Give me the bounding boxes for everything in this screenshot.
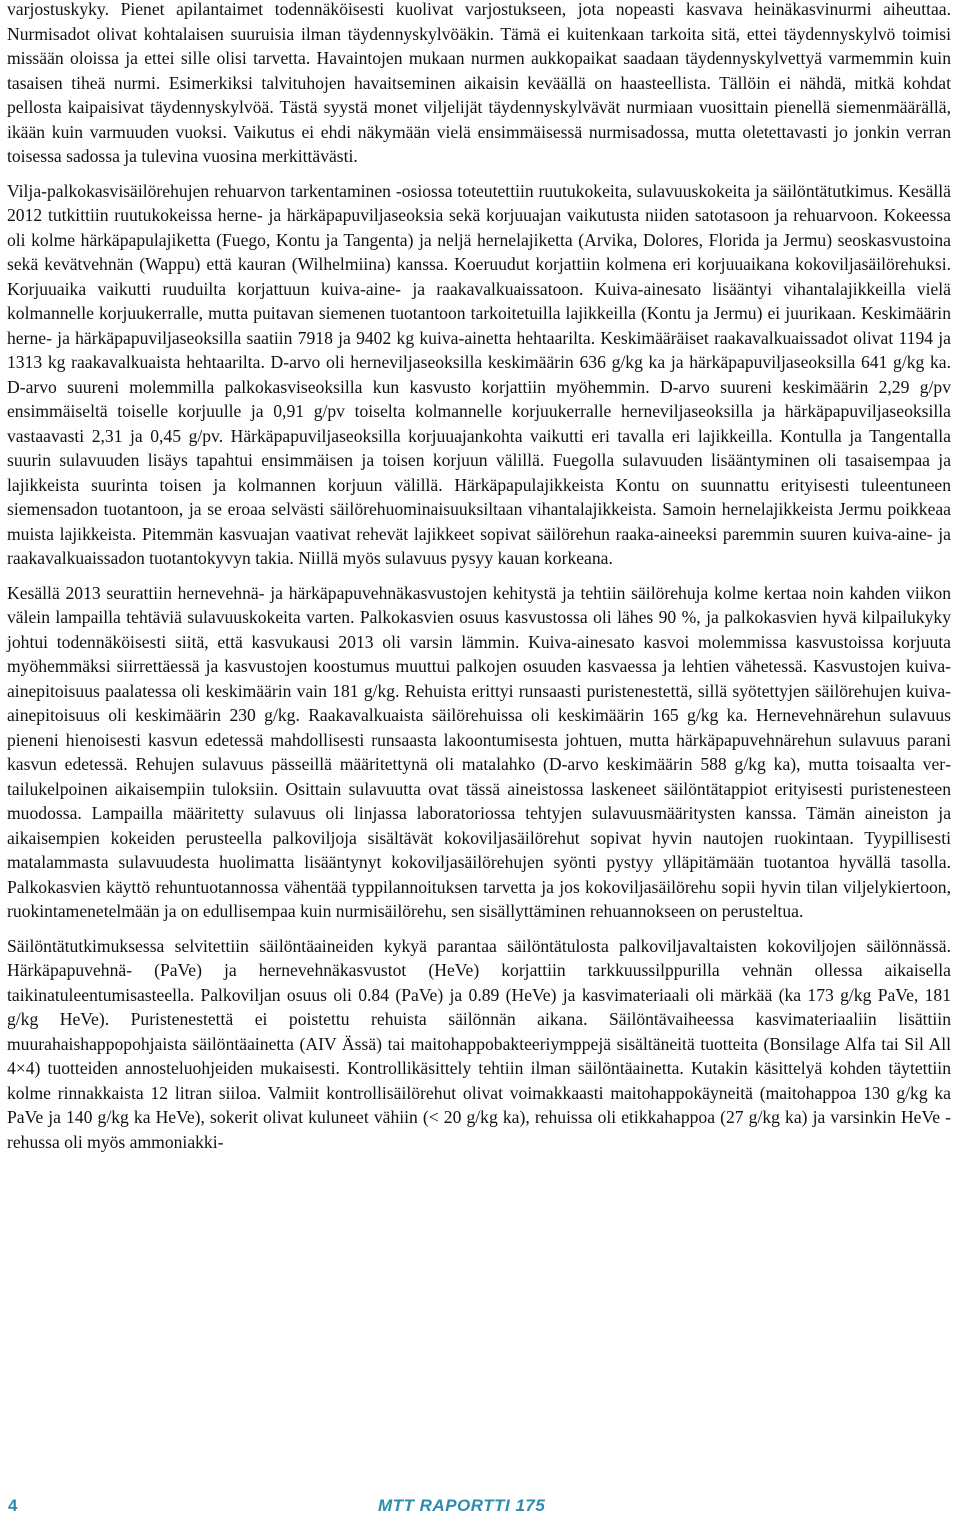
paragraph-overseeding-findings: varjostuskyky. Pienet apilantaimet todennäköisesti kuolivat varjostukseen, jota nopeasti kasvava heinäkasvinurmi aiheuttaa. Nurmisadot olivat kohtalaisen suuruisia ilman täydennyskylvöäkin. Tämä ei kuitenkaan tarkoita sitä, ettei täydennyskylvö toimisi missään oloissa ja ettei sille olisi tarvetta. Havaintojen mukaan nurmen aukkopaikat saadaan täydennyskylvettyä varmemmin kuin tasaisen tiheä nurmi. Esimerkiksi talvituhojen havaitseminen aikaisin keväällä on haasteellista. Tällöin ei nähdä, mitkä kohdat pellosta kaipaisivat täydennyskylvöä. Tästä syystä monet viljelijät täydennyskylvävät nurmiaan vuosittain pienellä siemenmäärällä, ikään kuin varmuuden vuoksi. Vaikutus ei ehdi näkymään vielä ensimmäisessä nurmisadossa, mutta oletettavasti jo jonkin verran toisessa sadossa ja tulevina vuosina merkittävästi.	[7, 0, 951, 166]
document-body	[7, 0, 951, 1164]
paragraph-silage-plot-trials: Vilja-palkokasvisäilörehujen rehuarvon tarkentaminen -osiossa toteutettiin ruutukokeita, sulavuuskokeita ja säilöntätutkimus. Kesällä 2012 tutkittiin ruutukokeissa herne- ja härkäpapuviljaseoksia sekä korjuuajan vaikutusta niiden satotasoon ja rehuarvoon. Kokeessa oli kolme härkäpapulajiketta (Fuego, Kontu ja Tangenta) ja neljä hernelajiketta (Arvika, Dolores, Florida ja Jermu) seoskasvustoina sekä kevätvehnän (Wappu) että kauran (Wilhelmiina) kanssa. Koeruudut korjattiin kolmena eri korjuuaikana kokoviljasäilörehuksi. Korjuuaika vaikutti ruuduilta korjattuun kuiva-aine- ja raakavalkuaissatoon. Kuiva-ainesato lisääntyi vihantalajikkeilla vielä kolmannelle korjuukerralle, mutta puitavan siemenen tuotantoon tarkoitetuilla lajikkeilla (Kontu ja Jermu) ei juurikaan. Keskimäärin herne- ja härkäpapuviljaseoksilla saatiin 7918 ja 9402 kg kuiva-ainetta hehtaarilta. Keskimääräiset raakavalkuaissadot olivat 1194 ja 1313 kg raakavalkuaista hehtaarilta. D-arvo oli herneviljaseoksilla keskimäärin 636 g/kg ka ja härkäpapuviljaseoksilla 641 g/kg ka. D-arvo suureni molemmilla palkokasviseoksilla kun kasvusto korjattiin myöhemmin. D-arvo suureni keskimäärin 2,29 g/pv ensimmäiseltä toiselle korjuulle ja 0,91 g/pv toiselta kolmannelle korjuukerralle herneviljaseoksilla ja härkäpapuviljaseoksilla vastaavasti 2,31 ja 0,45 g/pv. Härkäpapuviljaseoksilla korjuuajankohta vaikutti eri tavalla eri lajikkeilla. Kontulla ja Tangentalla suurin sulavuuden lisäys tapahtui ensimmäisen ja toisen korjuun välillä. Fuegolla sulavuuden lisääntyminen oli tasaisempaa ja lajikkeista suurinta toisen ja kolmannen korjuun välillä. Härkäpapulajikkeista Kontu on suunnattu erityisesti tuleentuneen siemensadon tuotantoon, ja se eroaa selvästi säilörehuominaisuuksiltaan vihantalajikkeista. Samoin hernelajikkeista Jermu poikkeaa muista lajikkeista. Pitemmän kasvuajan vaativat rehevät lajikkeet sopivat säilörehun raaka-aineeksi paremmin suuren kuiva-aine- ja raakavalkuaissadon tuotantokyvyn takia. Niillä myös sulavuus pysyy kauan korkeana.	[7, 180, 951, 568]
paragraph-ensiling-study: Säilöntätutkimuksessa selvitettiin säilöntäaineiden kykyä parantaa säilöntätulosta palkoviljavaltaisten kokoviljojen säilönnässä. Härkäpapuvehnä- (PaVe) ja hernevehnäkasvustot (HeVe) korjattiin tarkkuussilppurilla vehnän ollessa aikaisella taikinatuleentumisasteella. Palkoviljan osuus oli 0.84 (PaVe) ja 0.89 (HeVe) ja kasvimateriaali oli märkää (ka 173 g/kg PaVe, 181 g/kg HeVe). Puristenestettä ei poistettu rehuista säilönnän aikana. Säilöntävaiheessa kasvimateriaaliin lisättiin muurahaishappopohjaista säilöntäainetta (AIV Ässä) tai maitohappobakteeriymppejä sisältäneitä tuotteita (Bonsilage Alfa tai Sil All 4×4) tuotteiden annosteluohjeiden mukaisesti. Kontrollikäsittely tehtiin ilman säilöntäainetta. Kutakin käsittelyä kohden täytettiin kolme rinnakkaista 12 litran siiloa. Valmiit kontrollisäilörehut olivat voimakkaasti maitohappokäyneitä (maitohappoa 130 g/kg ka PaVe ja 140 g/kg ka HeVe), sokerit olivat kuluneet vähiin (< 20 g/kg ka), rehuissa oli etikkahappoa (27 g/kg ka) ja varsinkin HeVe -rehussa oli myös ammoniakki-	[7, 935, 951, 1152]
report-series-name: MTT RAPORTTI 175	[378, 1496, 546, 1515]
page-number: 4	[8, 1496, 18, 1515]
page-footer	[0, 1494, 960, 1522]
paragraph-digestibility-trials-2013: Kesällä 2013 seurattiin hernevehnä- ja härkäpapuvehnäkasvustojen kehitystä ja tehtiin säilörehuja kolme kertaa noin kahden viikon välein lampailla tehtäviä sulavuuskokeita varten. Palkokasvien osuus kasvustossa oli lähes 90 %, ja palkokasvien hyvä kilpailukyky johtui todennäköisesti siitä, että kasvukausi 2013 oli varsin lämmin. Kuiva-ainesato kasvoi molemmissa kasvustoissa korjuuta myöhemmäksi siirrettäessä ja kasvustojen koostumus muuttui palkojen osuuden kasvaessa ja lehtien vähetessä. Kasvustojen kuivaainepitoisuus paalatessa oli keskimäärin vain 181 g/kg. Rehuista erittyi runsaasti puristenestettä, sillä syötettyjen säilörehujen kuiva-ainepitoisuus oli keskimäärin 230 g/kg. Raakavalkuaista säilörehuissa oli keskimäärin 165 g/kg ka. Hernevehnärehun sulavuus pieneni hienoisesti kasvun edetessä mahdollisesti runsaasta lakoontumisesta johtuen, mutta härkäpapuvehnärehun sulavuus parani kasvun edetessä. Rehujen sulavuus pässeillä määritettynä oli matalahko (D-arvo keskimäärin 588 g/kg ka), mutta toisaalta vertailukelpoinen aikaisempiin tuloksiin. Osittain sulavuutta ovat tässä aineistossa laskeneet säilöntätappiot erityisesti puristenesteen muodossa. Lampailla määritetty sulavuus oli linjassa laboratoriossa tehtyjen sulavuusmääritysten kanssa. Tämän aineiston ja aikaisempien kokeiden perusteella palkoviljoja sisältävät kokoviljasäilörehut sopivat hyvin nautojen ruokintaan. Tyypillisesti matalammasta sulavuudesta huolimatta lisääntynyt kokoviljasäilörehujen syönti pystyy ylläpitämään tuotantoa hyvällä tasolla. Palkokasvien käyttö rehuntuotannossa vähentää typpilannoituksen tarvetta ja jos kokoviljasäilörehu sopii hyvin tilan viljelykiertoon, ruokintamenetelmään ja on edullisempaa kuin nurmisäilörehu, sen sisällyttäminen rehuannokseen on perusteltua.	[7, 582, 951, 921]
